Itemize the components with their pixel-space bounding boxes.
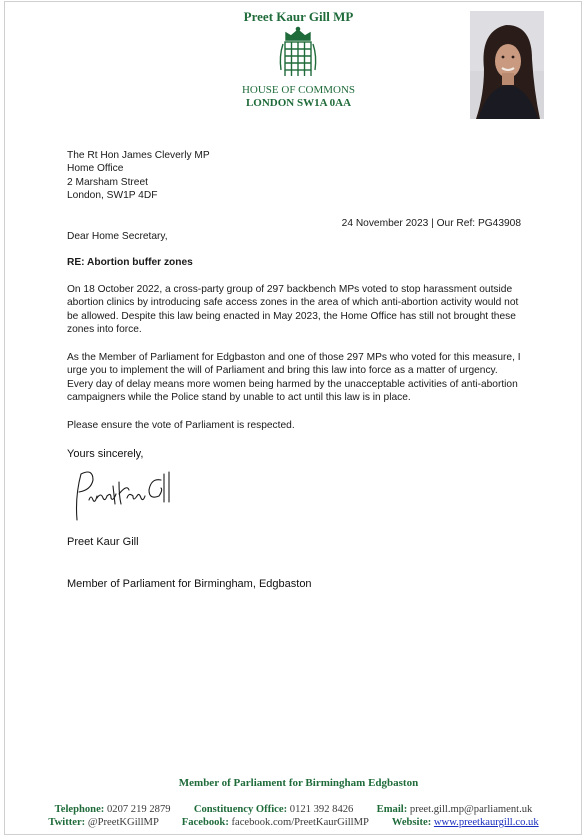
footer-social-row — [0, 817, 587, 828]
mp-portrait-photo — [470, 11, 544, 119]
body-paragraph: On 18 October 2022, a cross-party group of 297 backbench MPs voted to stop harassment outside abortion clinics by introducing safe access zones in the area of which anti-abortion activity would not be allowed. Despite this law being enacted in May 2023, the Home Office has still not brought these zones into force. — [67, 284, 519, 335]
twitter-label: Twitter: — [48, 817, 86, 828]
email-label: Email: — [376, 804, 408, 815]
salutation: Dear Home Secretary, — [67, 231, 168, 242]
constituency-label: Constituency Office: — [193, 804, 288, 815]
telephone-label: Telephone: — [54, 804, 105, 815]
recipient-address — [67, 149, 210, 202]
recipient-line: 2 Marsham Street — [67, 176, 148, 188]
email-value: preet.gill.mp@parliament.uk — [409, 804, 533, 815]
twitter-value: @PreetKGillMP — [87, 817, 159, 828]
handwritten-signature — [63, 466, 173, 526]
subject-line: RE: Abortion buffer zones — [67, 257, 193, 268]
letterhead-mp-name: Preet Kaur Gill MP — [243, 9, 354, 24]
letterhead-postcode: LONDON SW1A 0AA — [245, 97, 352, 109]
sign-off: Yours sincerely, — [67, 448, 144, 460]
portcullis-icon — [277, 26, 319, 82]
constituency-value: 0121 392 8426 — [289, 804, 354, 815]
facebook-value: facebook.com/PreetKaurGillMP — [231, 817, 369, 828]
recipient-line: London, SW1P 4DF — [67, 189, 158, 201]
website-link[interactable]: www.preetkaurgill.co.uk — [433, 817, 539, 828]
date-and-reference: 24 November 2023 | Our Ref: PG43908 — [341, 218, 521, 229]
page-border — [4, 1, 582, 835]
footer-title: Member of Parliament for Birmingham Edgbaston — [178, 777, 419, 789]
facebook-label: Facebook: — [181, 817, 229, 828]
sender-role: Member of Parliament for Birmingham, Edgbaston — [67, 578, 312, 590]
recipient-line: The Rt Hon James Cleverly MP — [67, 150, 210, 161]
recipient-line: Home Office — [67, 163, 124, 175]
letterhead-house: HOUSE OF COMMONS — [241, 84, 356, 96]
body-paragraph: Please ensure the vote of Parliament is respected. — [67, 420, 295, 431]
body-paragraph: As the Member of Parliament for Edgbaston and one of those 297 MPs who voted for this measure, I urge you to implement the will of Parliament and bring this law into force as a matter of urgency. Every day of delay means more women being harmed by the unacceptable activities of anti-abortion campaigners while the Police stand by unable to act until this law is in place. — [67, 352, 521, 403]
website-label: Website: — [391, 817, 432, 828]
telephone-value: 0207 219 2879 — [106, 804, 171, 815]
footer-contact-row — [0, 804, 587, 815]
sender-name: Preet Kaur Gill — [67, 536, 139, 548]
